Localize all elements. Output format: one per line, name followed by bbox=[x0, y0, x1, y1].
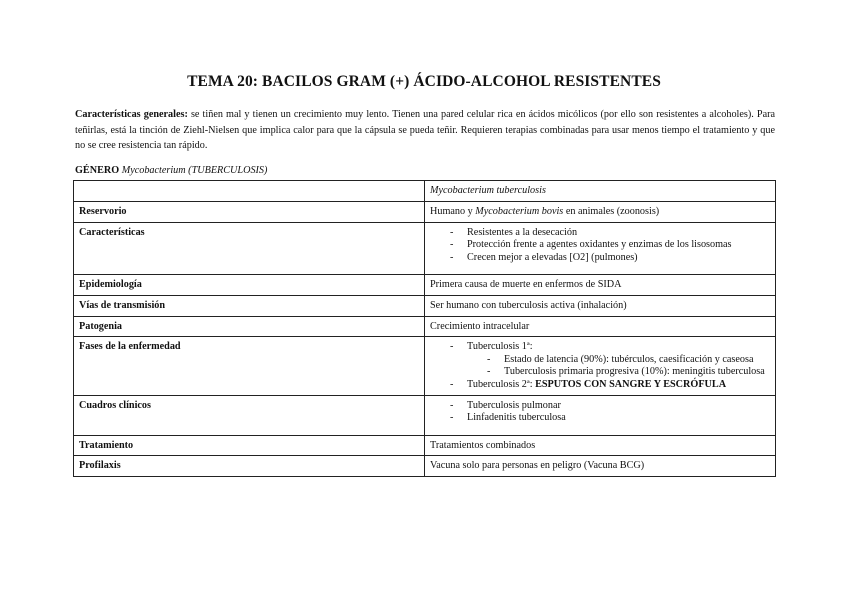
table-row-profilaxis bbox=[74, 456, 776, 477]
table-row-epidemiologia bbox=[74, 275, 776, 296]
list-item: - Tuberculosis pulmonar bbox=[450, 400, 770, 413]
phases-list bbox=[430, 341, 770, 391]
page-title: TEMA 20: BACILOS GRAM (+) ÁCIDO-ALCOHOL RESISTENTES bbox=[187, 73, 661, 90]
table-row-reservorio bbox=[74, 202, 776, 223]
list-item: - Tuberculosis primaria progresiva (10%): meningitis tuberculosa bbox=[487, 366, 770, 379]
list-item: - Protección frente a agentes oxidantes y enzimas de los lisosomas bbox=[450, 239, 770, 252]
row-label: Epidemiología bbox=[74, 275, 425, 296]
row-value bbox=[425, 395, 776, 435]
row-label: Vías de transmisión bbox=[74, 295, 425, 316]
reservorio-species: Mycobacterium bovis bbox=[475, 206, 564, 217]
intro-label: Características generales: bbox=[75, 109, 188, 120]
table-row-tratamiento bbox=[74, 435, 776, 456]
row-value: Crecimiento intracelular bbox=[425, 316, 776, 337]
header-empty-cell bbox=[74, 181, 425, 202]
table-row-vias bbox=[74, 295, 776, 316]
list-item: - Estado de latencia (90%): tubérculos, caesificación y caseosa bbox=[487, 354, 770, 367]
row-label: Reservorio bbox=[74, 202, 425, 223]
phase-primary: Tuberculosis 1ª: bbox=[467, 341, 533, 353]
row-value: Primera causa de muerte en enfermos de SIDA bbox=[425, 275, 776, 296]
row-label: Tratamiento bbox=[74, 435, 425, 456]
table-row-cuadros bbox=[74, 395, 776, 435]
row-label: Profilaxis bbox=[74, 456, 425, 477]
row-value: Ser humano con tuberculosis activa (inhalación) bbox=[425, 295, 776, 316]
phase-primary-sublist bbox=[467, 354, 770, 379]
row-label: Patogenia bbox=[74, 316, 425, 337]
row-value: Vacuna solo para personas en peligro (Vacuna BCG) bbox=[425, 456, 776, 477]
mycobacterium-table bbox=[73, 180, 776, 477]
row-label: Fases de la enfermedad bbox=[74, 337, 425, 395]
clinical-list bbox=[430, 400, 770, 425]
table-row-patogenia bbox=[74, 316, 776, 337]
row-value: Tratamientos combinados bbox=[425, 435, 776, 456]
reservorio-text-post: en animales (zoonosis) bbox=[563, 206, 660, 217]
list-item: - Resistentes a la desecación bbox=[450, 227, 770, 240]
row-label: Cuadros clínicos bbox=[74, 395, 425, 435]
row-value bbox=[425, 337, 776, 395]
row-label: Características bbox=[74, 222, 425, 275]
intro-text: se tiñen mal y tienen un crecimiento muy lento. Tienen una pared celular rica en ácidos micólicos (por ello son resistentes a alcoholes). Para teñirlas, está la tinción de Ziehl-Nielsen que implica calor para que la cápsula se pueda teñir. Requieren terapias combinadas para usar menos tiempo el tratamiento y que no se cree resistencia tan rápido. bbox=[75, 109, 776, 152]
table-header-row bbox=[74, 181, 776, 202]
table-row-caracteristicas bbox=[74, 222, 776, 275]
genre-name: Mycobacterium (TUBERCULOSIS) bbox=[121, 165, 268, 176]
reservorio-text-pre: Humano y bbox=[430, 206, 476, 217]
characteristics-list bbox=[430, 227, 770, 265]
list-item: - Crecen mejor a elevadas [O2] (pulmones) bbox=[450, 252, 770, 265]
row-value bbox=[425, 202, 776, 223]
phase-secondary-highlight: ESPUTOS CON SANGRE Y ESCRÓFULA bbox=[535, 378, 727, 390]
intro-paragraph bbox=[75, 107, 775, 154]
genre-heading bbox=[75, 165, 267, 176]
list-item: - Linfadenitis tuberculosa bbox=[450, 412, 770, 425]
genre-label: GÉNERO bbox=[75, 165, 120, 176]
phase-secondary: Tuberculosis 2ª: bbox=[467, 378, 536, 390]
header-species-cell: Mycobacterium tuberculosis bbox=[425, 181, 776, 202]
list-item bbox=[450, 341, 770, 379]
list-item bbox=[450, 379, 770, 392]
row-value bbox=[425, 222, 776, 275]
table-row-fases bbox=[74, 337, 776, 395]
